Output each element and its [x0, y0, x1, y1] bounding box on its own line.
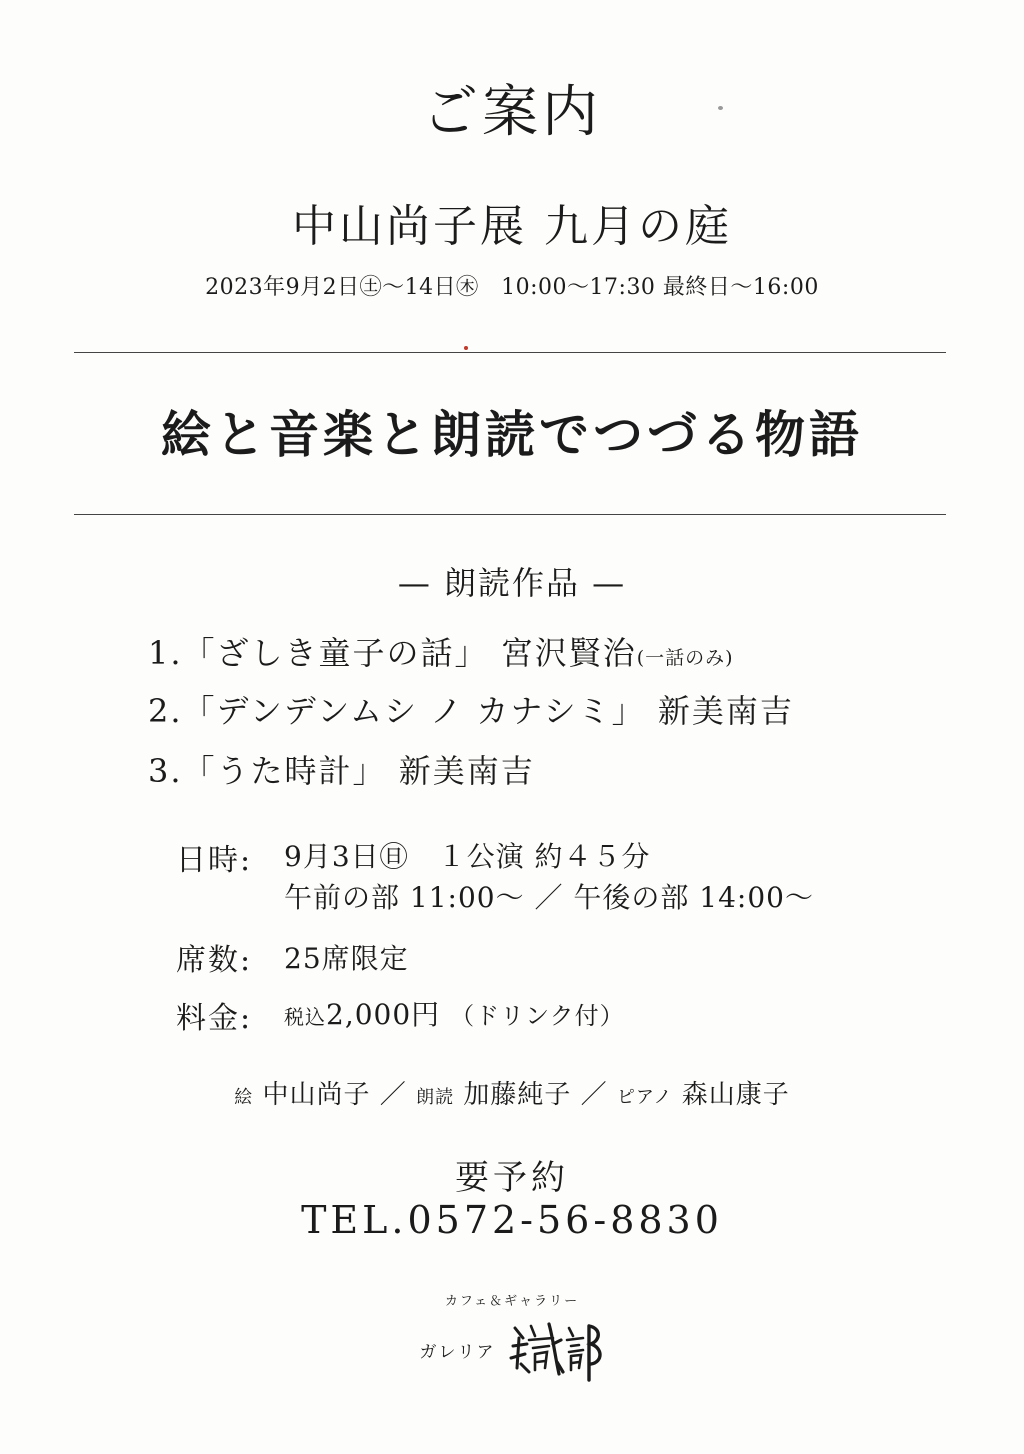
- reservation-label: 要予約: [455, 1158, 569, 1198]
- page-heading: ご案内: [422, 80, 602, 145]
- fee-value: [284, 993, 625, 1033]
- work-author: 新美南吉: [398, 752, 535, 790]
- exhibition-dates: 2023年9月2日㊏～14日㊍ 10:00～17:30 最終日～16:00: [205, 275, 819, 300]
- work-item: [148, 746, 535, 792]
- works-heading: — 朗読作品 —: [397, 564, 627, 602]
- work-note: (一話のみ): [636, 647, 734, 669]
- datetime-label: 日時:: [176, 843, 253, 878]
- credit-role-reading: 朗読: [416, 1087, 455, 1108]
- divider-top: [74, 352, 946, 353]
- credit-separator: ／: [379, 1080, 407, 1110]
- credit-separator: ／: [580, 1080, 608, 1110]
- seats-value: 25席限定: [284, 942, 409, 975]
- work-title: 「うた時計」: [182, 752, 387, 790]
- datetime-value: 9月3日㊐ １公演 約４５分: [284, 840, 651, 873]
- work-number: 1.: [148, 634, 183, 672]
- credits: [0, 1074, 1024, 1111]
- credit-name-reading: 加藤純子: [463, 1080, 572, 1110]
- work-number: 3.: [148, 752, 183, 790]
- fee-note: （ドリンク付）: [450, 1002, 625, 1030]
- work-author: 新美南吉: [657, 692, 794, 730]
- phone-number: TEL.0572-56-8830: [301, 1198, 723, 1242]
- venue-subtitle: カフェ＆ギャラリー: [444, 1294, 580, 1309]
- work-author: 宮沢賢治: [500, 634, 637, 672]
- fee-label: 料金:: [176, 1001, 253, 1036]
- work-number: 2.: [148, 692, 183, 730]
- venue-name: [0, 1318, 1024, 1382]
- fee-prefix: 税込: [284, 1005, 326, 1029]
- credit-role-piano: ピアノ: [616, 1087, 673, 1108]
- work-title: 「ざしき童子の話」: [182, 634, 489, 672]
- event-title: 絵と音楽と朗読でつづる物語: [161, 405, 863, 464]
- work-title: 「デンデンムシ ノ カナシミ」: [182, 692, 646, 730]
- work-item: [148, 686, 794, 732]
- work-item: [148, 628, 734, 674]
- divider-bottom: [74, 514, 946, 515]
- paper-speck: [718, 106, 723, 110]
- credit-name-art: 中山尚子: [262, 1080, 371, 1110]
- venue-logo: [509, 1318, 605, 1382]
- seats-label: 席数:: [176, 943, 253, 978]
- venue-name-kana: ガレリア: [419, 1342, 496, 1363]
- session-times: 午前の部 11:00～ ／ 午後の部 14:00～: [284, 881, 814, 914]
- credit-role-art: 絵: [234, 1087, 254, 1108]
- paper-speck: [464, 346, 468, 350]
- exhibition-title: 中山尚子展 九月の庭: [292, 201, 732, 252]
- credit-name-piano: 森山康子: [681, 1080, 790, 1110]
- fee-amount: 2,000円: [326, 998, 441, 1031]
